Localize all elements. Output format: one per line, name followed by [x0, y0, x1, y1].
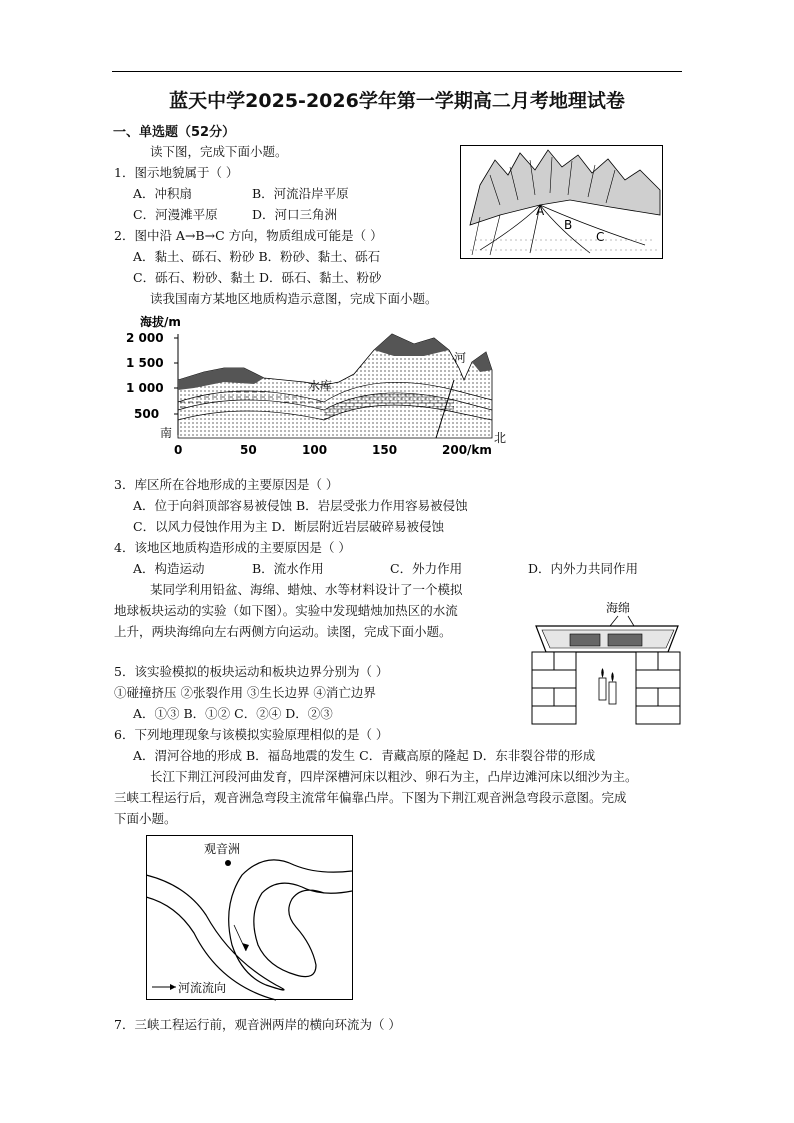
- reservoir-label: 水库: [308, 379, 333, 393]
- flow-direction-legend: 河流流向: [178, 981, 227, 995]
- q5-choices: A．①③ B．①② C．②④ D．②③: [133, 706, 333, 721]
- fig1-label-a: A: [536, 204, 545, 218]
- river-bend-figure: [146, 835, 354, 1001]
- south-label: 南: [160, 426, 173, 440]
- fig1-label-b: B: [564, 218, 573, 232]
- q2-options-cd: C．砾石、粉砂、黏土 D．砾石、黏土、粉砂: [133, 270, 382, 285]
- q4-option-d: D．内外力共同作用: [528, 561, 639, 576]
- y-axis-label: 海拔/m: [140, 315, 181, 329]
- x-tick-200: 200/km: [442, 443, 492, 457]
- y-tick-500: 500: [134, 407, 160, 421]
- y-tick-1000: 1 000: [126, 381, 164, 395]
- q6-stem: 6．下列地理现象与该模拟实验原理相似的是（ ）: [114, 727, 389, 742]
- y-tick-1500: 1 500: [126, 356, 164, 370]
- q2-options-ab: A．黏土、砾石、粉砂 B．粉砂、黏土、砾石: [133, 249, 381, 264]
- q5-statements: ①碰撞挤压 ②张裂作用 ③生长边界 ④消亡边界: [114, 685, 376, 700]
- y-tick-2000: 2 000: [126, 331, 164, 345]
- q1-option-a: A．冲积扇: [133, 186, 193, 201]
- intro-1: 读下图，完成下面小题。: [150, 144, 288, 159]
- sponge-label: 海绵: [606, 601, 631, 615]
- q1-option-b: B．河流沿岸平原: [252, 186, 349, 201]
- x-tick-100: 100: [302, 443, 328, 457]
- geologic-section-figure: [124, 310, 516, 460]
- guanyinzhou-label: 观音洲: [204, 842, 241, 856]
- intro-3-line-1: 某同学利用铅盆、海绵、蜡烛、水等材料设计了一个模拟: [150, 582, 463, 597]
- q1-option-c: C．河漫滩平原: [133, 207, 218, 222]
- q3-options-cd: C．以风力侵蚀作用为主 D．断层附近岩层破碎易被侵蚀: [133, 519, 445, 534]
- intro-2: 读我国南方某地区地质构造示意图，完成下面小题。: [150, 291, 438, 306]
- q2-stem: 2．图中沿 A→B→C 方向，物质组成可能是（ ）: [114, 228, 383, 243]
- header-rule: [112, 71, 682, 72]
- x-tick-0: 0: [174, 443, 183, 457]
- intro-4-line-1: 长江下荆江河段河曲发育，四岸深槽河床以粗沙、卵石为主，凸岸边滩河床以细沙为主。: [150, 769, 638, 784]
- intro-3-line-2: 地球板块运动的实验（如下图）。实验中发现蜡烛加热区的水流: [114, 603, 458, 618]
- intro-4-line-3: 下面小题。: [114, 811, 177, 826]
- q3-stem: 3．库区所在谷地形成的主要原因是（ ）: [114, 477, 339, 492]
- intro-3-line-3: 上升，两块海绵向左右两侧方向运动。读图，完成下面小题。: [114, 624, 452, 639]
- alluvial-fan-figure: [460, 145, 663, 259]
- river-label: 河: [454, 351, 467, 365]
- q4-option-c: C．外力作用: [390, 561, 463, 576]
- q6-choices: A．渭河谷地的形成 B．福岛地震的发生 C．青藏高原的隆起 D．东非裂谷带的形成: [133, 748, 596, 763]
- x-tick-150: 150: [372, 443, 398, 457]
- q1-option-d: D．河口三角洲: [252, 207, 338, 222]
- fig1-label-c: C: [596, 230, 605, 244]
- q1-stem: 1．图示地貌属于（ ）: [114, 165, 239, 180]
- guanyinzhou-point: [225, 860, 231, 866]
- section-heading: 一、单选题（52分）: [113, 125, 236, 140]
- q4-option-b: B．流水作用: [252, 561, 324, 576]
- experiment-figure: [528, 596, 686, 730]
- q5-stem: 5．该实验模拟的板块运动和板块边界分别为（ ）: [114, 664, 389, 679]
- north-label: 北: [494, 431, 507, 445]
- q7-stem: 7．三峡工程运行前，观音洲两岸的横向环流为（ ）: [114, 1017, 401, 1032]
- q4-stem: 4．该地区地质构造形成的主要原因是（ ）: [114, 540, 351, 555]
- q4-option-a: A．构造运动: [133, 561, 205, 576]
- q3-options-ab: A．位于向斜顶部容易被侵蚀 B．岩层受张力作用容易被侵蚀: [133, 498, 468, 513]
- page-title: 蓝天中学2025-2026学年第一学期高二月考地理试卷: [169, 90, 625, 112]
- intro-4-line-2: 三峡工程运行后，观音洲急弯段主流常年偏靠凸岸。下图为下荆江观音洲急弯段示意图。完成: [114, 790, 627, 805]
- x-tick-50: 50: [240, 443, 257, 457]
